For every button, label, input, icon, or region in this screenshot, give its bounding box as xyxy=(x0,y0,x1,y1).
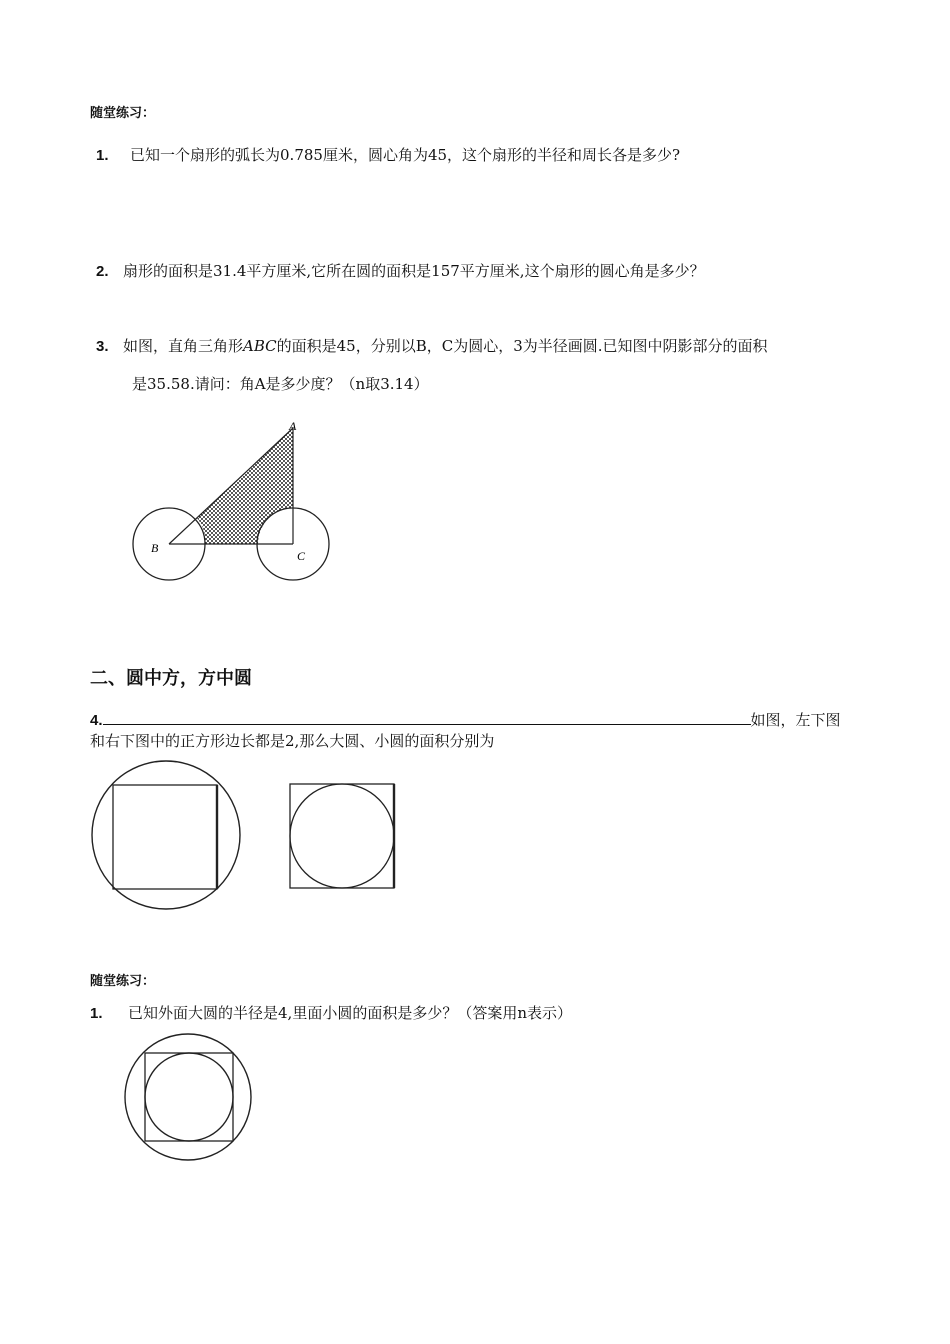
question-text: 已知外面大圆的半径是4,里面小圆的面积是多少？（答案用n表示） xyxy=(128,1004,572,1022)
label-c: C xyxy=(297,549,306,563)
section-heading: 二、圆中方，方中圆 xyxy=(90,668,252,689)
question-3-line2: 是35.58.请问：角A是多少度？（n取3.14） xyxy=(132,375,429,393)
inner-circle xyxy=(145,1053,233,1141)
question-text-pre: 如图，直角三角形 xyxy=(123,337,244,355)
question-4 xyxy=(90,709,841,730)
inscribed-circle xyxy=(290,784,394,888)
shaded-region xyxy=(197,428,293,544)
practice-label: 随堂练习： xyxy=(90,106,156,121)
question-1 xyxy=(96,144,680,165)
practice-question-1 xyxy=(90,1002,572,1023)
circle-in-square-figure xyxy=(288,782,396,890)
question-text-tail: 如图，左下图 xyxy=(750,711,841,729)
square-in-circle-figure xyxy=(90,759,242,911)
triangle-name: ABC xyxy=(243,337,277,355)
label-a: A xyxy=(289,419,297,433)
question-number: 1. xyxy=(90,1005,103,1022)
practice-label-2: 随堂练习： xyxy=(90,974,156,989)
question-4-line2: 和右下图中的正方形边长都是2,那么大圆、小圆的面积分别为 xyxy=(90,732,495,750)
question-number: 2. xyxy=(96,263,109,280)
label-b: B xyxy=(151,541,159,555)
question-number: 4. xyxy=(90,712,103,729)
answer-blank xyxy=(103,710,751,725)
question-3 xyxy=(96,335,768,356)
question-number: 3. xyxy=(96,338,109,355)
question-text: 已知一个扇形的弧长为0.785厘米，圆心角为45，这个扇形的半径和周长各是多少? xyxy=(130,146,681,164)
question-2 xyxy=(96,260,705,281)
question-number: 1. xyxy=(96,147,109,164)
question-text-post: 的面积是45，分别以B，C为圆心，3为半径画圆.已知图中阴影部分的面积 xyxy=(276,337,768,355)
triangle-circles-figure xyxy=(125,418,345,588)
inscribed-square xyxy=(113,785,217,889)
question-text: 扇形的面积是31.4平方厘米,它所在圆的面积是157平方厘米,这个扇形的圆心角是多少？ xyxy=(123,262,705,280)
nested-circle-square-figure xyxy=(124,1032,254,1162)
